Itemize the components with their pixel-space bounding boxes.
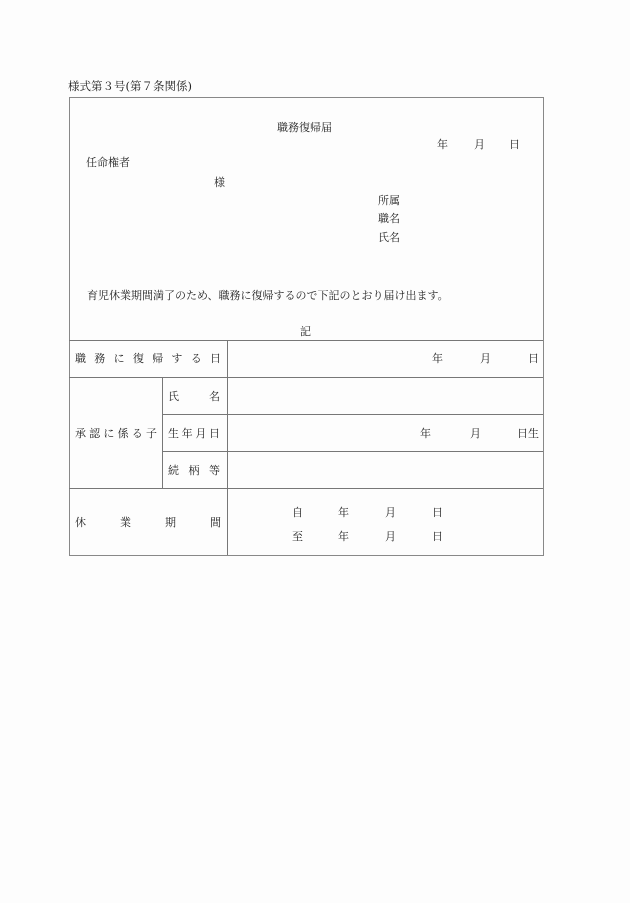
form-number-label: 様式第３号(第７条関係) — [68, 79, 192, 93]
birth-month-label: 月 — [470, 427, 481, 440]
column-divider — [162, 377, 163, 488]
appointing-authority-label: 任命権者 — [86, 156, 130, 169]
row-divider — [162, 414, 543, 415]
child-name-label: 氏 名 — [168, 390, 220, 403]
period-to-year: 年 — [338, 530, 349, 543]
row-divider — [69, 377, 543, 378]
child-birthdate-label: 生 年 月 日 — [168, 427, 220, 440]
submission-year-label: 年 — [437, 138, 448, 151]
row-divider — [69, 488, 543, 489]
return-month-label: 月 — [480, 352, 491, 365]
position-label: 職名 — [378, 212, 400, 225]
table-top-border — [69, 340, 543, 341]
birth-day-label: 日生 — [517, 427, 539, 440]
form-title: 職務復帰届 — [277, 121, 332, 134]
period-to-month: 月 — [385, 530, 396, 543]
period-from-prefix: 自 — [292, 506, 303, 519]
birth-year-label: 年 — [420, 427, 431, 440]
ki-heading: 記 — [300, 325, 311, 338]
period-from-month: 月 — [385, 506, 396, 519]
leave-period-label: 休 業 期 間 — [75, 516, 221, 529]
applicant-name-label: 氏名 — [378, 231, 400, 244]
submission-day-label: 日 — [509, 138, 520, 151]
honorific-sama: 様 — [214, 176, 225, 189]
child-label: 承 認 に 係 る 子 — [75, 427, 157, 440]
statement-text: 育児休業期間満了のため、職務に復帰するので下記のとおり届け出ます。 — [87, 289, 449, 302]
row-divider — [162, 451, 543, 452]
period-to-prefix: 至 — [292, 530, 303, 543]
child-relation-label: 続 柄 等 — [168, 464, 220, 477]
return-day-label: 日 — [528, 352, 539, 365]
child-name-field[interactable] — [230, 379, 540, 412]
return-date-field[interactable] — [230, 342, 540, 375]
return-year-label: 年 — [432, 352, 443, 365]
period-from-day: 日 — [432, 506, 443, 519]
return-date-label: 職 務 に 復 帰 す る 日 — [75, 352, 221, 365]
affiliation-label: 所属 — [378, 194, 400, 207]
column-divider — [227, 340, 228, 555]
period-to-day: 日 — [432, 530, 443, 543]
submission-month-label: 月 — [474, 138, 485, 151]
period-from-year: 年 — [338, 506, 349, 519]
child-relation-field[interactable] — [230, 453, 540, 486]
